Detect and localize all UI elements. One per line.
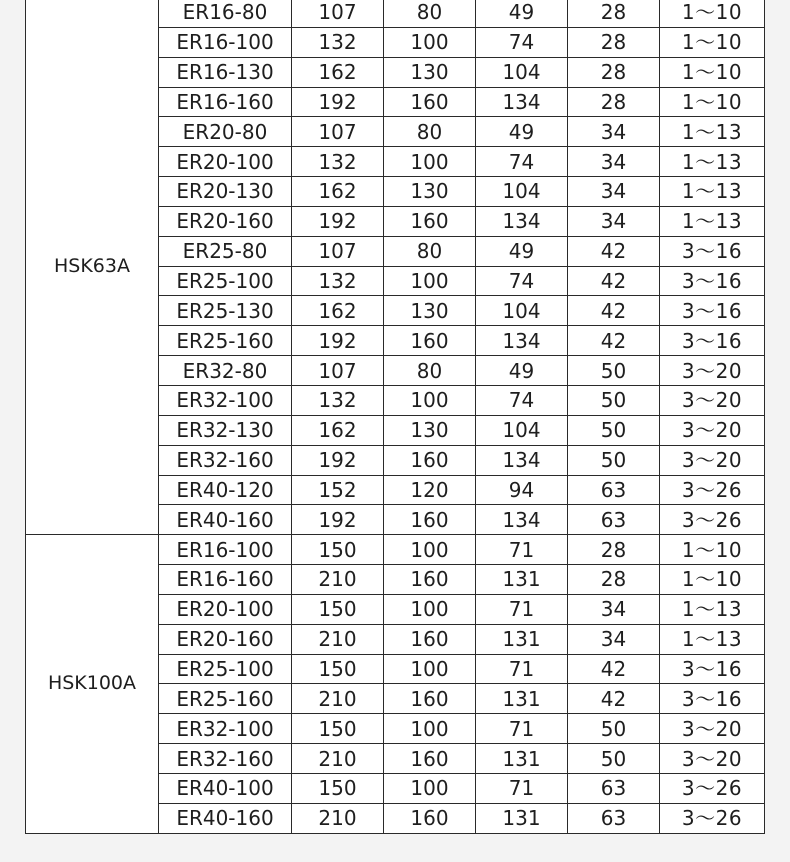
body-length-cell: 134 (476, 505, 568, 535)
clamping-range-cell: 3～20 (660, 385, 765, 415)
model-cell: ER40-120 (159, 475, 292, 505)
clamping-range-cell: 1～10 (660, 565, 765, 595)
model-cell: ER25-160 (159, 684, 292, 714)
length-cell: 80 (384, 236, 476, 266)
length-cell: 80 (384, 0, 476, 27)
total-length-cell: 210 (292, 684, 384, 714)
diameter-cell: 50 (568, 415, 660, 445)
body-length-cell: 49 (476, 117, 568, 147)
body-length-cell: 131 (476, 803, 568, 833)
length-cell: 160 (384, 744, 476, 774)
clamping-range-cell: 1～10 (660, 27, 765, 57)
length-cell: 100 (384, 594, 476, 624)
length-cell: 130 (384, 177, 476, 207)
total-length-cell: 132 (292, 27, 384, 57)
model-cell: ER32-160 (159, 445, 292, 475)
length-cell: 160 (384, 684, 476, 714)
body-length-cell: 104 (476, 415, 568, 445)
total-length-cell: 107 (292, 117, 384, 147)
clamping-range-cell: 1～13 (660, 177, 765, 207)
model-cell: ER40-160 (159, 505, 292, 535)
clamping-range-cell: 3～20 (660, 415, 765, 445)
length-cell: 80 (384, 117, 476, 147)
diameter-cell: 50 (568, 714, 660, 744)
clamping-range-cell: 1～10 (660, 57, 765, 87)
clamping-range-cell: 3～16 (660, 266, 765, 296)
model-cell: ER40-160 (159, 803, 292, 833)
body-length-cell: 49 (476, 236, 568, 266)
model-cell: ER25-160 (159, 326, 292, 356)
length-cell: 130 (384, 415, 476, 445)
table-row (26, 535, 765, 565)
total-length-cell: 150 (292, 773, 384, 803)
body-length-cell: 71 (476, 654, 568, 684)
length-cell: 160 (384, 624, 476, 654)
length-cell: 160 (384, 87, 476, 117)
model-cell: ER32-130 (159, 415, 292, 445)
model-cell: ER25-100 (159, 266, 292, 296)
model-cell: ER25-130 (159, 296, 292, 326)
total-length-cell: 210 (292, 744, 384, 774)
total-length-cell: 192 (292, 505, 384, 535)
clamping-range-cell: 3～20 (660, 356, 765, 386)
body-length-cell: 104 (476, 296, 568, 326)
clamping-range-cell: 3～20 (660, 445, 765, 475)
model-cell: ER16-160 (159, 565, 292, 595)
total-length-cell: 150 (292, 594, 384, 624)
model-cell: ER32-160 (159, 744, 292, 774)
total-length-cell: 210 (292, 803, 384, 833)
diameter-cell: 34 (568, 177, 660, 207)
total-length-cell: 150 (292, 535, 384, 565)
model-cell: ER16-100 (159, 535, 292, 565)
clamping-range-cell: 3～16 (660, 296, 765, 326)
model-cell: ER25-100 (159, 654, 292, 684)
total-length-cell: 192 (292, 445, 384, 475)
model-cell: ER16-100 (159, 27, 292, 57)
model-cell: ER20-130 (159, 177, 292, 207)
diameter-cell: 28 (568, 0, 660, 27)
diameter-cell: 34 (568, 594, 660, 624)
total-length-cell: 162 (292, 415, 384, 445)
clamping-range-cell: 1～13 (660, 206, 765, 236)
body-length-cell: 134 (476, 206, 568, 236)
length-cell: 100 (384, 654, 476, 684)
body-length-cell: 71 (476, 594, 568, 624)
body-length-cell: 104 (476, 177, 568, 207)
total-length-cell: 192 (292, 326, 384, 356)
total-length-cell: 162 (292, 296, 384, 326)
diameter-cell: 34 (568, 147, 660, 177)
diameter-cell: 34 (568, 624, 660, 654)
total-length-cell: 107 (292, 236, 384, 266)
total-length-cell: 107 (292, 0, 384, 27)
length-cell: 100 (384, 385, 476, 415)
length-cell: 160 (384, 326, 476, 356)
length-cell: 130 (384, 296, 476, 326)
body-length-cell: 74 (476, 147, 568, 177)
diameter-cell: 63 (568, 773, 660, 803)
length-cell: 80 (384, 356, 476, 386)
body-length-cell: 104 (476, 57, 568, 87)
model-cell: ER20-100 (159, 594, 292, 624)
total-length-cell: 192 (292, 87, 384, 117)
model-cell: ER32-100 (159, 714, 292, 744)
clamping-range-cell: 3～16 (660, 654, 765, 684)
total-length-cell: 162 (292, 57, 384, 87)
diameter-cell: 42 (568, 326, 660, 356)
length-cell: 160 (384, 803, 476, 833)
body-length-cell: 134 (476, 326, 568, 356)
length-cell: 100 (384, 535, 476, 565)
length-cell: 160 (384, 565, 476, 595)
clamping-range-cell: 1～10 (660, 0, 765, 27)
length-cell: 160 (384, 445, 476, 475)
clamping-range-cell: 1～13 (660, 147, 765, 177)
clamping-range-cell: 3～16 (660, 326, 765, 356)
body-length-cell: 134 (476, 445, 568, 475)
diameter-cell: 28 (568, 87, 660, 117)
total-length-cell: 192 (292, 206, 384, 236)
length-cell: 100 (384, 714, 476, 744)
clamping-range-cell: 1～13 (660, 594, 765, 624)
diameter-cell: 28 (568, 57, 660, 87)
diameter-cell: 42 (568, 266, 660, 296)
length-cell: 160 (384, 206, 476, 236)
diameter-cell: 34 (568, 117, 660, 147)
length-cell: 160 (384, 505, 476, 535)
clamping-range-cell: 3～20 (660, 714, 765, 744)
diameter-cell: 63 (568, 803, 660, 833)
diameter-cell: 50 (568, 356, 660, 386)
total-length-cell: 150 (292, 654, 384, 684)
length-cell: 120 (384, 475, 476, 505)
model-cell: ER40-100 (159, 773, 292, 803)
diameter-cell: 28 (568, 27, 660, 57)
diameter-cell: 63 (568, 475, 660, 505)
diameter-cell: 42 (568, 654, 660, 684)
body-length-cell: 49 (476, 356, 568, 386)
total-length-cell: 150 (292, 714, 384, 744)
clamping-range-cell: 1～10 (660, 87, 765, 117)
length-cell: 130 (384, 57, 476, 87)
total-length-cell: 132 (292, 266, 384, 296)
diameter-cell: 34 (568, 206, 660, 236)
model-cell: ER20-80 (159, 117, 292, 147)
clamping-range-cell: 3～20 (660, 744, 765, 774)
length-cell: 100 (384, 27, 476, 57)
body-length-cell: 49 (476, 0, 568, 27)
diameter-cell: 42 (568, 684, 660, 714)
body-length-cell: 131 (476, 565, 568, 595)
model-cell: ER25-80 (159, 236, 292, 266)
length-cell: 100 (384, 147, 476, 177)
group-label-cell: HSK100A (26, 535, 159, 833)
spec-table (25, 0, 765, 834)
diameter-cell: 50 (568, 385, 660, 415)
total-length-cell: 132 (292, 385, 384, 415)
model-cell: ER32-100 (159, 385, 292, 415)
clamping-range-cell: 3～16 (660, 684, 765, 714)
diameter-cell: 50 (568, 445, 660, 475)
total-length-cell: 132 (292, 147, 384, 177)
clamping-range-cell: 3～26 (660, 803, 765, 833)
model-cell: ER20-160 (159, 206, 292, 236)
total-length-cell: 107 (292, 356, 384, 386)
diameter-cell: 28 (568, 535, 660, 565)
clamping-range-cell: 1～13 (660, 117, 765, 147)
model-cell: ER20-100 (159, 147, 292, 177)
diameter-cell: 50 (568, 744, 660, 774)
body-length-cell: 71 (476, 535, 568, 565)
length-cell: 100 (384, 773, 476, 803)
group-label-cell: HSK63A (26, 0, 159, 535)
body-length-cell: 74 (476, 385, 568, 415)
length-cell: 100 (384, 266, 476, 296)
model-cell: ER32-80 (159, 356, 292, 386)
body-length-cell: 131 (476, 624, 568, 654)
body-length-cell: 134 (476, 87, 568, 117)
clamping-range-cell: 3～26 (660, 773, 765, 803)
body-length-cell: 94 (476, 475, 568, 505)
body-length-cell: 74 (476, 266, 568, 296)
body-length-cell: 74 (476, 27, 568, 57)
body-length-cell: 71 (476, 714, 568, 744)
clamping-range-cell: 1～13 (660, 624, 765, 654)
total-length-cell: 210 (292, 565, 384, 595)
clamping-range-cell: 3～16 (660, 236, 765, 266)
body-length-cell: 131 (476, 684, 568, 714)
table-row (26, 0, 765, 27)
body-length-cell: 71 (476, 773, 568, 803)
model-cell: ER16-130 (159, 57, 292, 87)
model-cell: ER16-80 (159, 0, 292, 27)
body-length-cell: 131 (476, 744, 568, 774)
spec-table-body (26, 0, 765, 833)
total-length-cell: 152 (292, 475, 384, 505)
model-cell: ER20-160 (159, 624, 292, 654)
diameter-cell: 63 (568, 505, 660, 535)
clamping-range-cell: 3～26 (660, 475, 765, 505)
diameter-cell: 42 (568, 296, 660, 326)
total-length-cell: 210 (292, 624, 384, 654)
clamping-range-cell: 1～10 (660, 535, 765, 565)
model-cell: ER16-160 (159, 87, 292, 117)
total-length-cell: 162 (292, 177, 384, 207)
diameter-cell: 28 (568, 565, 660, 595)
diameter-cell: 42 (568, 236, 660, 266)
clamping-range-cell: 3～26 (660, 505, 765, 535)
